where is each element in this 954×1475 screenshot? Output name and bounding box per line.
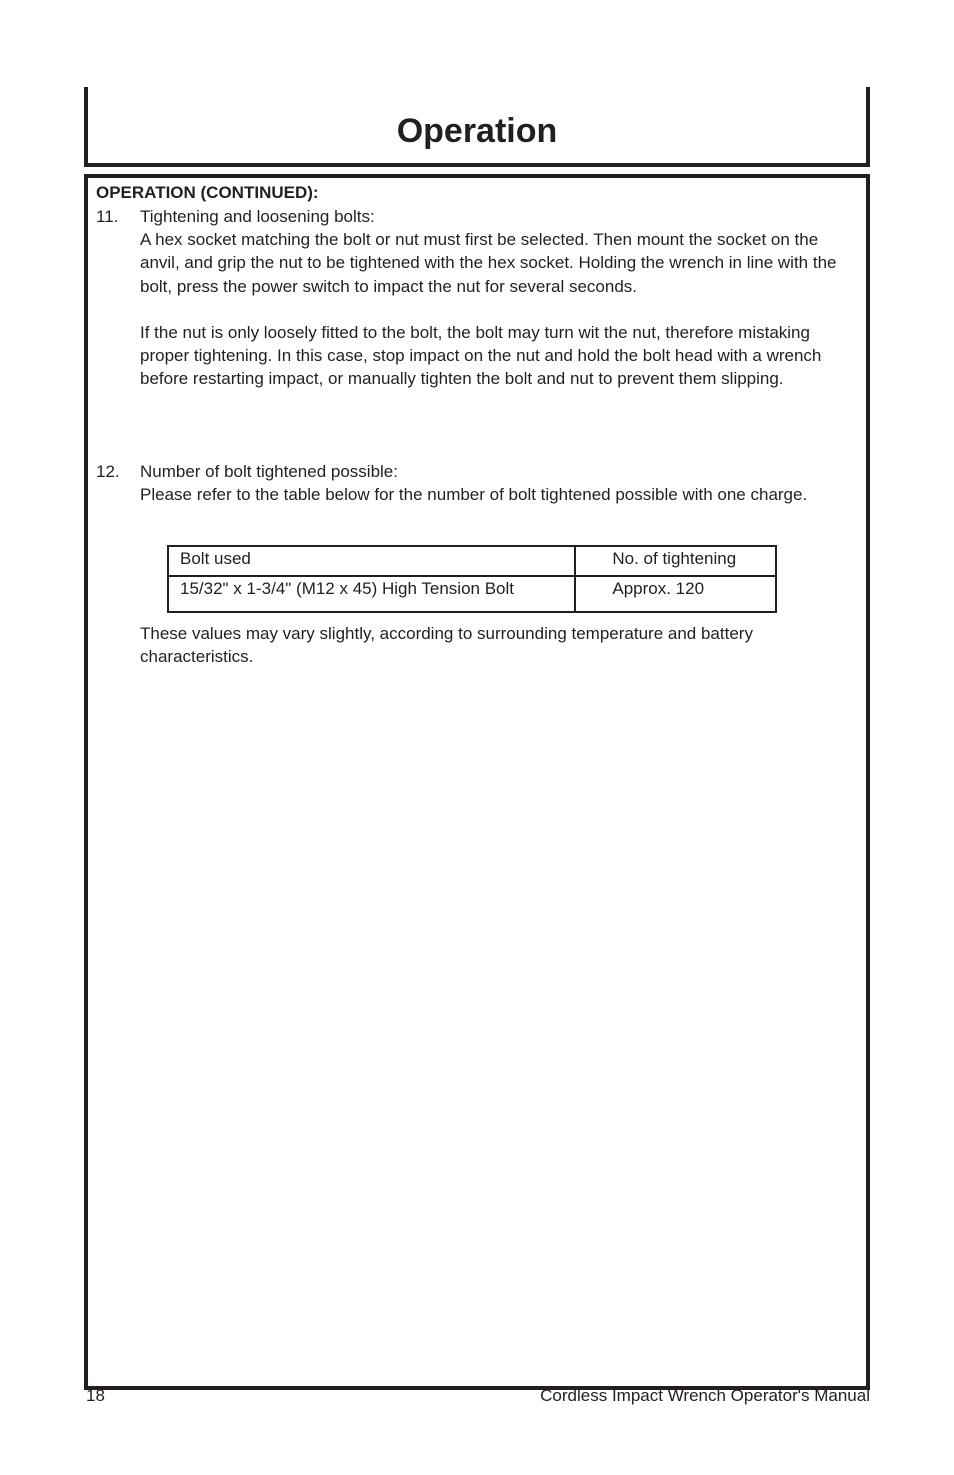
item-11-paragraph-2: If the nut is only loosely fitted to the bolt, the bolt may turn wit the nut, therefore mistaking proper tightening. In this case, stop impact on the nut and hold the bolt head with a wrench before restarting impact, or manually tighten the bolt and nut to prevent them slipping. xyxy=(140,322,822,389)
item-11-body xyxy=(140,205,852,390)
item-11-number: 11. xyxy=(96,207,119,226)
table-row xyxy=(168,576,776,612)
table-header-row xyxy=(168,546,776,576)
table-cell-bolt: 15/32" x 1-3/4" (M12 x 45) High Tension Bolt xyxy=(168,576,575,612)
item-12-number: 12. xyxy=(96,462,120,481)
table-header-bolt-used: Bolt used xyxy=(168,546,575,576)
manual-title: Cordless Impact Wrench Operator's Manual xyxy=(540,1386,870,1405)
page-number: 18 xyxy=(86,1386,105,1405)
page-title-box xyxy=(84,87,870,167)
table-cell-count: Approx. 120 xyxy=(575,576,776,612)
table-note-text: These values may vary slightly, according to surrounding temperature and battery characteristics. xyxy=(140,624,753,667)
item-12-body xyxy=(140,460,852,506)
section-heading: OPERATION (CONTINUED): xyxy=(96,183,319,202)
bolt-tightening-table xyxy=(167,545,777,613)
table-note xyxy=(140,622,852,668)
page-title: Operation xyxy=(396,112,558,150)
item-11-heading: Tightening and loosening bolts: xyxy=(140,207,375,226)
item-11-paragraph-1: A hex socket matching the bolt or nut must first be selected. Then mount the socket on the anvil, and grip the nut to be tightened with the hex socket. Holding the wrench in line with the bolt, press the power switch to impact the nut for several seconds. xyxy=(140,230,837,296)
item-12-paragraph-1: Please refer to the table below for the number of bolt tightened possible with one charge. xyxy=(140,485,808,505)
table-header-no-of-tightening: No. of tightening xyxy=(575,546,776,576)
item-12-heading: Number of bolt tightened possible: xyxy=(140,462,398,481)
